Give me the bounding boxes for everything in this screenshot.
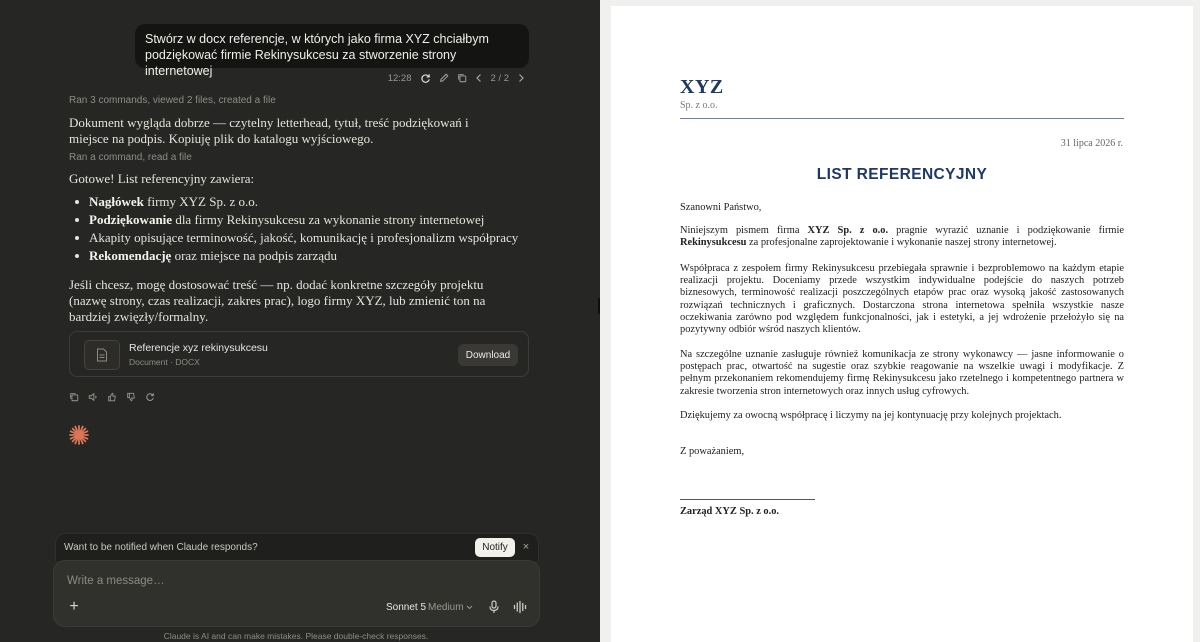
retry-icon[interactable]	[420, 73, 431, 84]
document-icon	[84, 340, 120, 370]
message-input[interactable]	[67, 575, 467, 587]
user-message-bubble: Stwórz w docx referencje, w których jako firma XYZ chciałbym podziękować firmie Rekinysukcesu za stworzenie strony internetowej	[135, 24, 529, 68]
company-name-bold: XYZ Sp. z o.o.	[807, 225, 889, 236]
list-item-text: oraz miejsce na podpis zarządu	[171, 248, 338, 263]
paragraph-text: pragnie wyrazić uznanie i podziękowanie firmie	[888, 225, 1124, 236]
closing-phrase: Z poważaniem,	[680, 446, 745, 457]
add-attachment-button[interactable]: +	[69, 598, 79, 615]
list-item-text: dla firmy Rekinysukcesu za wykonanie strony internetowej	[172, 212, 485, 227]
message-meta-bar	[388, 71, 525, 85]
list-item	[69, 193, 529, 211]
assistant-paragraph-3: Jeśli chcesz, mogę dostosować treść — np. dodać konkretne szczegóły projektu (nazwę strony, czas realizacji, zakres prac), logo firmy XYZ, lub zmienić ton na bardziej zwięzły/formalny.	[69, 277, 486, 324]
version-counter: 2 / 2	[490, 72, 509, 84]
list-item	[69, 211, 529, 229]
notification-prompt	[55, 533, 539, 561]
salutation: Szanowni Państwo,	[680, 202, 762, 213]
feature-list	[69, 193, 529, 265]
paragraph-text: Niniejszym pismem firma	[680, 225, 808, 236]
claude-spark-icon	[68, 424, 90, 446]
letterhead-divider	[680, 118, 1124, 119]
voice-mode-icon[interactable]	[513, 600, 527, 614]
list-item-text: Akapity opisujące terminowość, jakość, komunikację i profesjonalizm współpracy	[89, 230, 519, 245]
close-icon[interactable]: ×	[522, 541, 530, 553]
document-title: LIST REFERENCYJNY	[816, 166, 988, 183]
document-preview-pane	[600, 0, 1200, 642]
recipient-name-bold: Rekinysukcesu	[680, 237, 747, 249]
disclaimer-text: Claude is AI and can make mistakes. Please double-check responses.	[163, 631, 429, 641]
retry-icon[interactable]	[145, 392, 155, 402]
document-date: 31 lipca 2026 r.	[1060, 138, 1123, 149]
chevron-right-icon[interactable]	[517, 73, 525, 83]
document-paragraph-3: Na szczególne uznanie zasługuje również komunikacja ze strony wykonawcy — jasne informowanie o postępach prac, otwartość na sugestie oraz szybkie reagowanie na wszelkie uwagi i modyfikacje. Z pełnym przekonaniem rekomendujemy firmę Rekinysukcesu jako rzetelnego i kompetentnego partnera w zakresie tworzenia stron internetowych oraz innych usług cyfrowych.	[680, 349, 1124, 397]
file-attachment-card[interactable]	[69, 331, 529, 377]
chevron-down-icon	[466, 605, 473, 610]
download-button[interactable]: Download	[458, 344, 518, 366]
thumbs-up-icon[interactable]	[107, 392, 117, 402]
paragraph-text: za profesjonalne zaprojektowanie i wykonanie naszej strony internetowej.	[746, 237, 1057, 249]
message-time: 12:28	[387, 72, 412, 84]
list-item-bold: Podziękowanie	[89, 212, 173, 227]
tool-summary-2[interactable]: Ran a command, read a file	[69, 152, 192, 163]
list-item	[69, 229, 529, 247]
document-paragraph-1	[680, 225, 1124, 249]
list-item-bold: Nagłówek	[89, 194, 144, 209]
microphone-icon[interactable]	[488, 600, 500, 614]
list-item	[69, 247, 529, 265]
company-legal-form: Sp. z o.o.	[680, 100, 718, 111]
document-paragraph-2: Współpraca z zespołem firmy Rekinysukcesu przebiegała sprawnie i bezproblemowo na każdym etapie realizacji projektu. Doceniamy przede wszystkim indywidualne podejście do naszych potrzeb biznesowych, terminowość realizacji poszczególnych etapów prac oraz wysoką jakość zastosowanych rozwiązań technicznych i graficznych. Dostarczona strona internetowa spełniła wszystkie nasze oczekiwania zarówno pod względem funkcjonalności, jak i estetyki, a jej wdrożenie przełożyło się na pozytywny odbiór wśród naszych klientów.	[680, 263, 1124, 336]
message-composer	[53, 560, 540, 627]
speaker-icon[interactable]	[88, 392, 98, 402]
thumbs-down-icon[interactable]	[126, 392, 136, 402]
effort-label: Medium	[428, 602, 464, 613]
file-name: Referencje xyz rekinysukcesu	[129, 342, 268, 354]
chat-pane	[0, 0, 598, 642]
document-page	[611, 6, 1193, 642]
model-selector[interactable]: Sonnet 5	[386, 602, 427, 613]
file-type: Document · DOCX	[129, 357, 200, 367]
list-item-bold: Rekomendację	[89, 248, 172, 263]
notification-prompt-text: Want to be notified when Claude responds?	[64, 542, 258, 553]
effort-selector[interactable]	[428, 602, 473, 613]
tool-summary-1[interactable]: Ran 3 commands, viewed 2 files, created a file	[69, 95, 276, 106]
copy-icon[interactable]	[457, 73, 467, 83]
assistant-paragraph-2: Gotowe! List referencyjny zawiera:	[69, 171, 255, 186]
signature-name: Zarząd XYZ Sp. z o.o.	[680, 506, 780, 517]
signature-line	[680, 499, 815, 500]
message-actions	[69, 392, 155, 402]
copy-icon[interactable]	[69, 392, 79, 402]
company-name: XYZ	[680, 76, 724, 98]
assistant-paragraph-1: Dokument wygląda dobrze — czytelny letterhead, tytuł, treść podziękowań i miejsce na podpis. Kopiuję plik do katalogu wyjściowego.	[69, 115, 469, 146]
notify-button[interactable]: Notify	[475, 538, 515, 557]
list-item-text: firmy XYZ Sp. z o.o.	[143, 194, 258, 209]
edit-icon[interactable]	[439, 73, 449, 83]
chevron-left-icon[interactable]	[475, 73, 483, 83]
document-paragraph-4: Dziękujemy za owocną współpracę i liczymy na jej kontynuację przy kolejnych projektach.	[680, 410, 1062, 421]
